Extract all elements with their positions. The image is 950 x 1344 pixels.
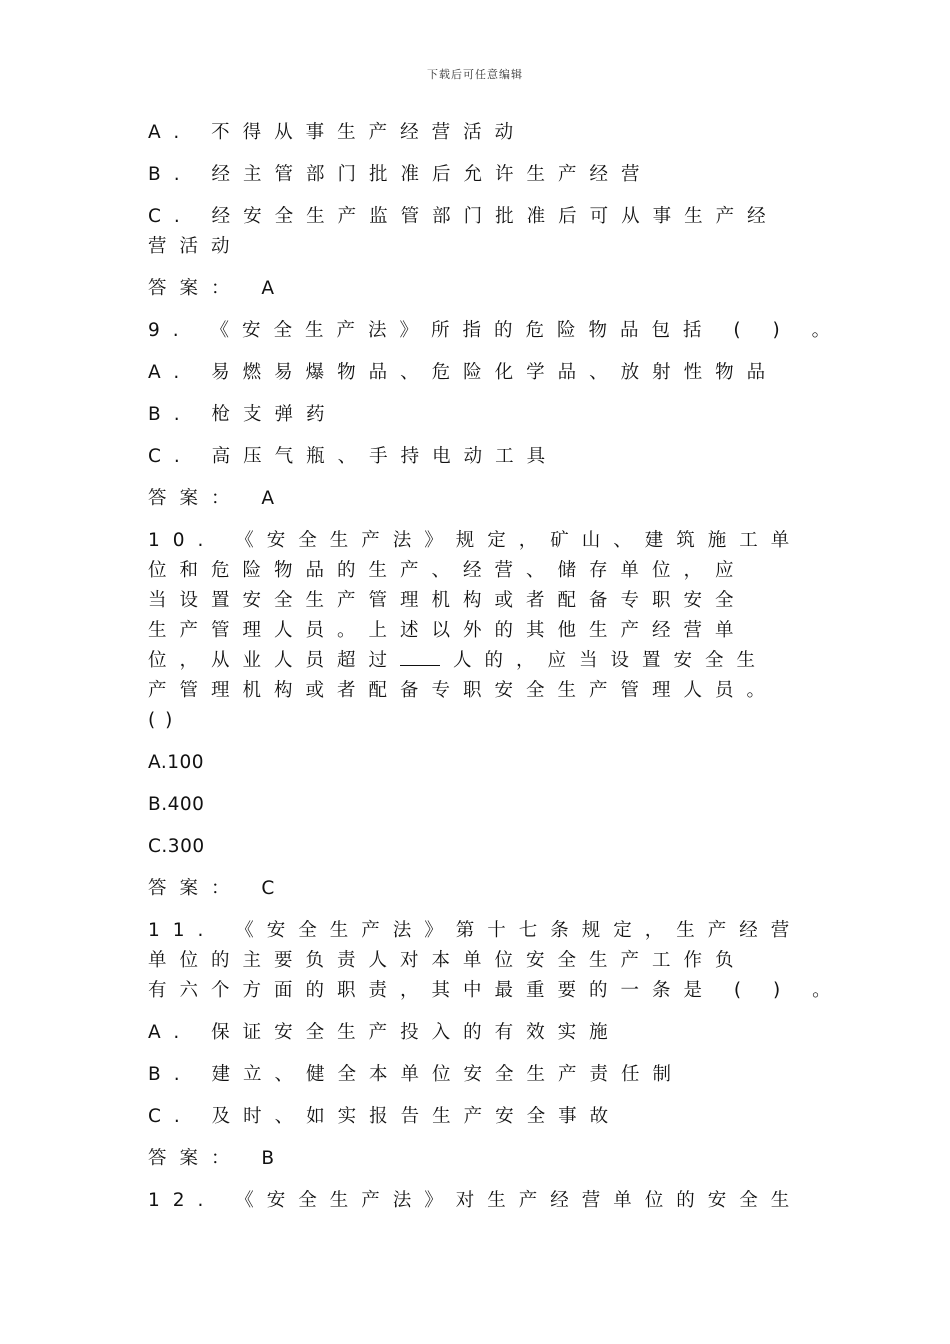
q10-line-3: 当设置安全生产管理机构或者配备专职安全 [148, 590, 747, 611]
q11-option-c: C. 及时、如实报告生产安全事故 [148, 1106, 622, 1127]
q10-option-c: C.300 [148, 836, 205, 857]
q9-option-a: A. 易燃易爆物品、危险化学品、放射性物品 [148, 362, 779, 383]
q8-option-c [148, 202, 818, 262]
q9-answer: 答案： A [148, 488, 288, 509]
q10-question [148, 526, 818, 736]
q10-line-5-start: 位，从业人员超过 [148, 650, 401, 671]
fill-in-blank [400, 647, 440, 666]
q10-line-5-end: 人的，应当设置安全生 [453, 650, 769, 671]
q11-option-b: B. 建立、健全本单位安全生产责任制 [148, 1064, 684, 1085]
q10-answer: 答案： C [148, 878, 288, 899]
q11-line-3: 有六个方面的职责，其中最重要的一条是 ( ) 。 [148, 980, 844, 1001]
q8-option-c-line1: C. 经安全生产监管部门批准后可从事生产经 [148, 206, 779, 227]
q11-line-2: 单位的主要负责人对本单位安全生产工作负 [148, 950, 747, 971]
q9-question: 9. 《安全生产法》所指的危险物品包括 ( ) 。 [148, 320, 844, 341]
q11-line-1: 11. 《安全生产法》第十七条规定，生产经营 [148, 920, 803, 941]
q10-line-1: 10. 《安全生产法》规定，矿山、建筑施工单 [148, 530, 803, 551]
q11-question [148, 916, 844, 1006]
q10-line-7: ( ) [148, 710, 175, 731]
q10-option-b: B.400 [148, 794, 205, 815]
q10-option-a: A.100 [148, 752, 205, 773]
q8-option-b: B. 经主管部门批准后允许生产经营 [148, 164, 653, 185]
q10-line-4: 生产管理人员。上述以外的其他生产经营单 [148, 620, 747, 641]
q9-option-b: B. 枪支弹药 [148, 404, 338, 425]
q10-line-2: 位和危险物品的生产、经营、储存单位，应 [148, 560, 747, 581]
q11-answer: 答案： B [148, 1148, 288, 1169]
q8-option-a: A. 不得从事生产经营活动 [148, 122, 527, 143]
page-header: 下载后可任意编辑 [427, 68, 523, 81]
q10-line-5 [148, 646, 818, 676]
q10-line-6: 产管理机构或者配备专职安全生产管理人员。 [148, 680, 779, 701]
q9-option-c: C. 高压气瓶、手持电动工具 [148, 446, 559, 467]
q12-line-1: 12. 《安全生产法》对生产经营单位的安全生 [148, 1190, 803, 1211]
q8-answer: 答案： A [148, 278, 288, 299]
document-body [148, 118, 844, 1228]
q11-option-a: A. 保证安全生产投入的有效实施 [148, 1022, 621, 1043]
q8-option-c-line2: 营活动 [148, 236, 243, 257]
